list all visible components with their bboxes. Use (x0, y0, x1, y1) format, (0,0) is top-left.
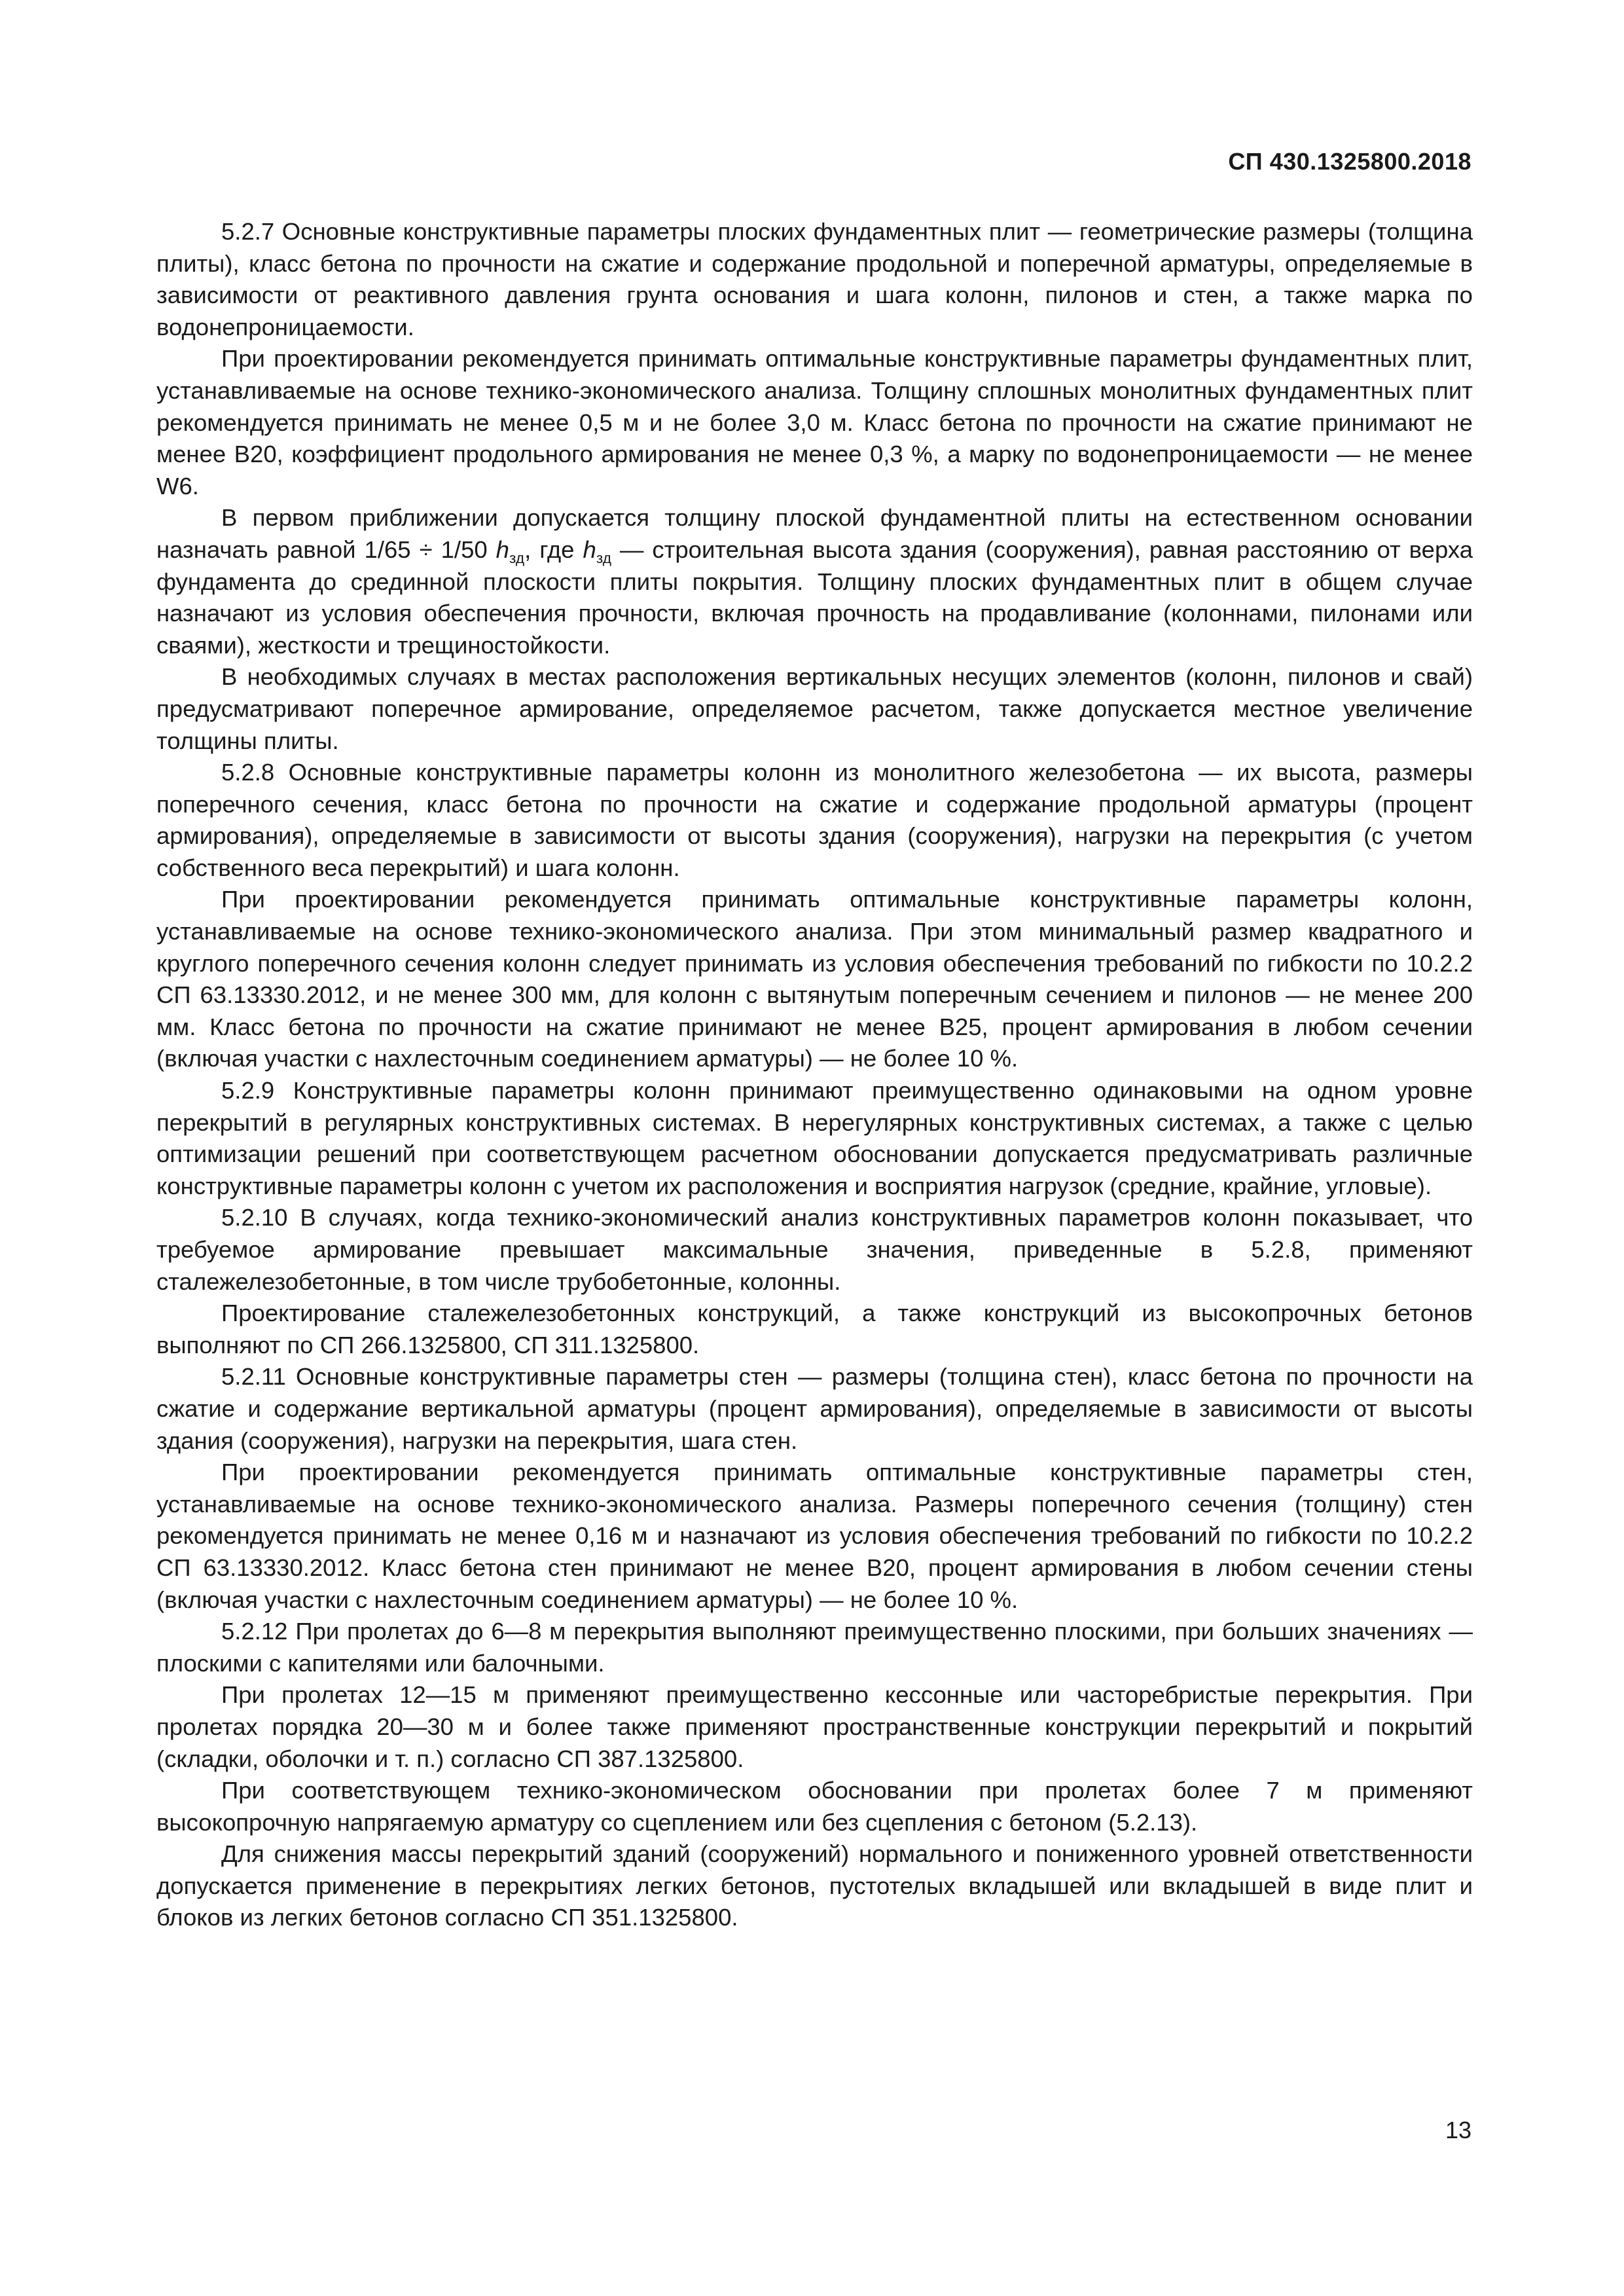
paragraph-text: В первом приближении допускается толщину плоской фундаментной плиты на естественном основании назначать равной 1/65 ÷ 1/50 (156, 504, 1473, 563)
paragraph-5-2-12: 5.2.12 При пролетах до 6—8 м перекрытия выполняют преимущественно плоскими, при больших значениях — плоскими с капителями или балочными. (156, 1618, 1473, 1677)
document-body (156, 216, 1473, 1934)
paragraph-with-formula (156, 502, 1473, 661)
building-height-subscript: зд (509, 549, 525, 566)
paragraph: Проектирование сталежелезобетонных конструкций, а также конструкций из высокопрочных бетонов выполняют по СП 266.1325800, СП 311.1325800. (156, 1300, 1473, 1358)
paragraph: В необходимых случаях в местах расположения вертикальных несущих элементов (колонн, пилонов и свай) предусматривают поперечное армирование, определяемое расчетом, также допускается местное увеличение толщины плиты. (156, 663, 1473, 754)
building-height-subscript: зд (596, 549, 611, 566)
paragraph-5-2-7: 5.2.7 Основные конструктивные параметры плоских фундаментных плит — геометрические размеры (толщина плиты), класс бетона по прочности на сжатие и содержание продольной и поперечной арматуры, определяемые в зависимости от реактивного давления грунта основания и шага колонн, пилонов и стен, а также марка по водонепроницаемости. (156, 218, 1473, 340)
paragraph-text: — строительная высота здания (сооружения), равная расстоянию от верха фундамента до срединной плоскости плиты покрытия. Толщину плоских фундаментных плит в общем случае назначают из условия обеспечения прочности, включая прочность на продавливание (колоннами, пилонами или сваями), жесткости и трещиностойкости. (156, 536, 1473, 659)
paragraph: Для снижения массы перекрытий зданий (сооружений) нормального и пониженного уровней ответственности допускается применение в перекрытиях легких бетонов, пустотелых вкладышей или вкладышей в виде плит и блоков из легких бетонов согласно СП 351.1325800. (156, 1840, 1473, 1931)
paragraph-text: , где (524, 536, 583, 563)
paragraph-5-2-8: 5.2.8 Основные конструктивные параметры колонн из монолитного железобетона — их высота, размеры поперечного сечения, класс бетона по прочности на сжатие и содержание продольной арматуры (процент армирования), определяемые в зависимости от высоты здания (сооружения), нагрузки на перекрытия (с учетом собственного веса перекрытий) и шага колонн. (156, 759, 1473, 881)
paragraph-5-2-9: 5.2.9 Конструктивные параметры колонн принимают преимущественно одинаковыми на одном уровне перекрытий в регулярных конструктивных системах. В нерегулярных конструктивных системах, а также с целью оптимизации решений при соответствующем расчетном обосновании допускается предусматривать различные конструктивные параметры колонн с учетом их расположения и восприятия нагрузок (средние, крайние, угловые). (156, 1077, 1473, 1199)
building-height-symbol: h (496, 536, 509, 563)
paragraph: При проектировании рекомендуется принимать оптимальные конструктивные параметры фундаментных плит, устанавливаемые на основе технико-экономического анализа. Толщину сплошных монолитных фундаментных плит рекомендуется принимать не менее 0,5 м и не более 3,0 м. Класс бетона по прочности на сжатие принимают не менее В20, коэффициент продольного армирования не менее 0,3 %, а марку по водонепроницаемости — не менее W6. (156, 345, 1473, 500)
page-number: 13 (1445, 2117, 1471, 2143)
paragraph-5-2-11: 5.2.11 Основные конструктивные параметры стен — размеры (толщина стен), класс бетона по прочности на сжатие и содержание вертикальной арматуры (процент армирования), определяемые в зависимости от высоты здания (сооружения), нагрузки на перекрытия, шага стен. (156, 1363, 1473, 1454)
paragraph: При пролетах 12—15 м применяют преимущественно кессонные или часторебристые перекрытия. При пролетах порядка 20—30 м и более также применяют пространственные конструкции перекрытий и покрытий (складки, оболочки и т. п.) согласно СП 387.1325800. (156, 1681, 1473, 1772)
paragraph: При проектировании рекомендуется принимать оптимальные конструктивные параметры стен, устанавливаемые на основе технико-экономического анализа. Размеры поперечного сечения (толщину) стен рекомендуется принимать не менее 0,16 м и назначают из условия обеспечения требований по гибкости по 10.2.2 СП 63.13330.2012. Класс бетона стен принимают не менее В20, процент армирования в любом сечении стены (включая участки с нахлесточным соединением арматуры) — не более 10 %. (156, 1459, 1473, 1613)
document-code: СП 430.1325800.2018 (1228, 148, 1471, 175)
paragraph: При проектировании рекомендуется принимать оптимальные конструктивные параметры колонн, устанавливаемые на основе технико-экономического анализа. При этом минимальный размер квадратного и круглого поперечного сечения колонн следует принимать из условия обеспечения требований по гибкости по 10.2.2 СП 63.13330.2012, и не менее 300 мм, для колонн с вытянутым поперечным сечением и пилонов — не менее 200 мм. Класс бетона по прочности на сжатие принимают не менее В25, процент армирования в любом сечении (включая участки с нахлесточным соединением арматуры) — не более 10 %. (156, 886, 1473, 1072)
paragraph-5-2-10: 5.2.10 В случаях, когда технико-экономический анализ конструктивных параметров колонн показывает, что требуемое армирование превышает максимальные значения, приведенные в 5.2.8, применяют сталежелезобетонные, в том числе трубобетонные, колонны. (156, 1204, 1473, 1295)
paragraph: При соответствующем технико-экономическом обосновании при пролетах более 7 м применяют высокопрочную напрягаемую арматуру со сцеплением или без сцепления с бетоном (5.2.13). (156, 1777, 1473, 1836)
building-height-symbol: h (583, 536, 596, 563)
